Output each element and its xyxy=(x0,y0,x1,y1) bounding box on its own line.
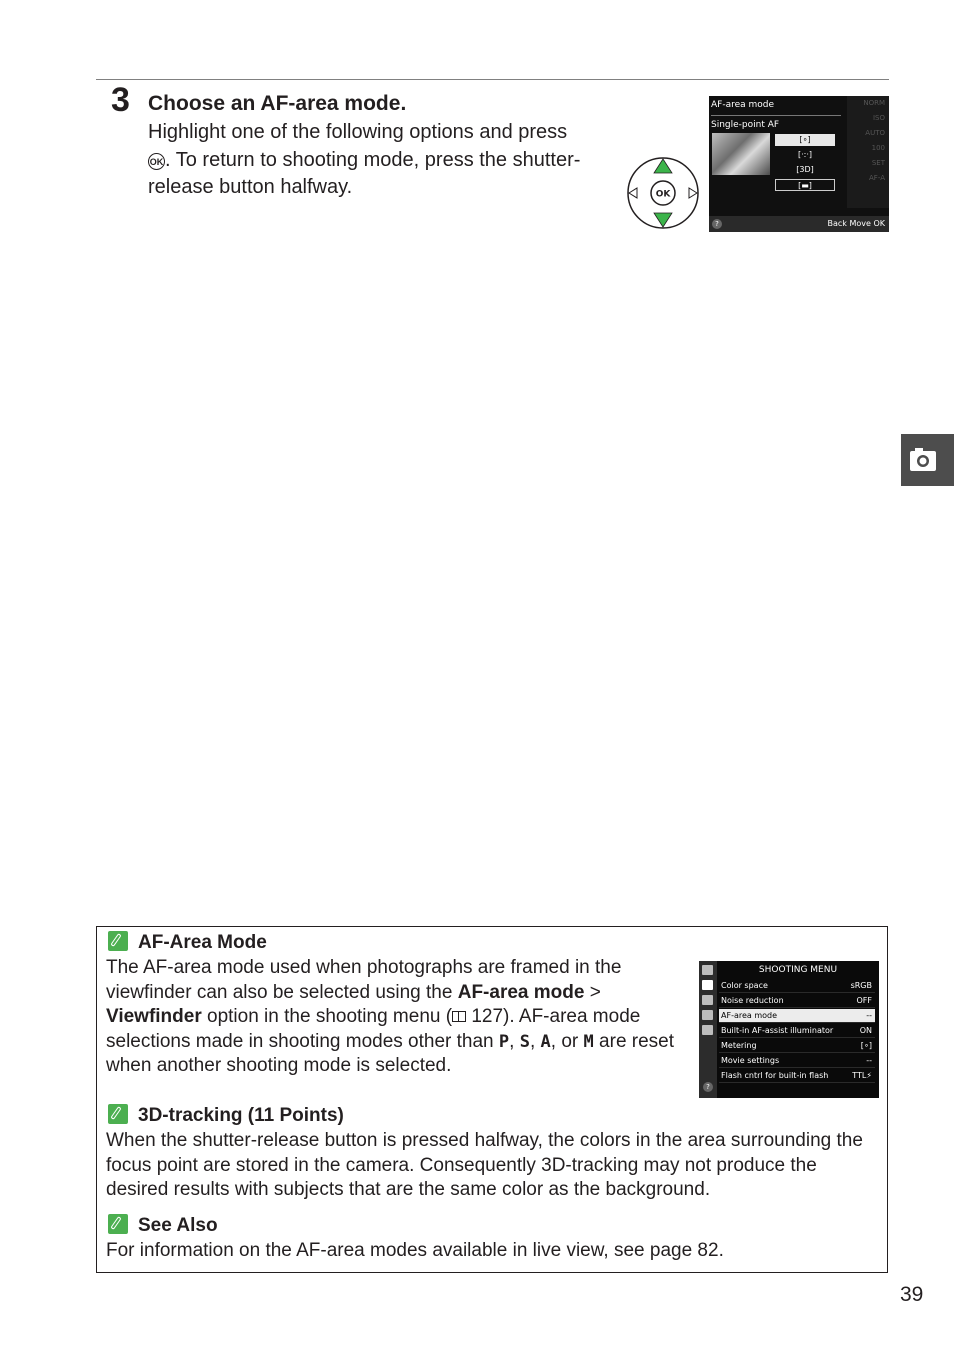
ok-button-icon: OK xyxy=(148,153,165,170)
recent-settings-icon[interactable] xyxy=(702,1025,713,1035)
multi-selector-icon xyxy=(626,156,700,230)
note-text-see-also: For information on the AF-area modes available in live view, see page 82. xyxy=(106,1240,724,1261)
screen-subtitle: Single-point AF xyxy=(711,120,780,130)
note-heading-see-also: See Also xyxy=(138,1215,218,1236)
note-text-segment: , xyxy=(529,1030,541,1052)
screen-footer xyxy=(709,216,889,232)
menu-row[interactable] xyxy=(719,1054,875,1068)
side-item: AUTO xyxy=(865,129,885,137)
step-text-2: . To return to shooting mode, press the shutter-release button halfway. xyxy=(148,148,581,198)
playback-menu-icon[interactable] xyxy=(702,965,713,975)
shooting-menu-icon[interactable] xyxy=(702,980,713,990)
side-item: NORM xyxy=(863,99,885,107)
screen-header: AF-area mode xyxy=(711,100,775,110)
option-dynamic-area[interactable]: [·:·] xyxy=(797,150,813,159)
book-icon xyxy=(452,1011,466,1022)
top-rule xyxy=(96,79,889,80)
multi-selector-ok-label: OK xyxy=(655,189,671,200)
camera-icon xyxy=(901,434,954,486)
note-icon xyxy=(108,1214,128,1234)
setup-menu-icon[interactable] xyxy=(702,995,713,1005)
shooting-section-tab xyxy=(901,434,954,486)
note-heading-af-area: AF-Area Mode xyxy=(138,932,267,953)
note-text-segment: are reset when another shooting mode is selected. xyxy=(106,1030,675,1077)
note-text-3d-tracking: When the shutter-release button is pressed halfway, the colors in the area surrounding the focus point are stored in the camera. Consequently 3D-tracking may not produce the desired results with subjects that are the same color as the background. xyxy=(106,1130,863,1201)
option-auto-area[interactable]: [▬] xyxy=(775,179,835,191)
step-text-1: Highlight one of the following options and press xyxy=(148,121,568,143)
menu-row-selected[interactable] xyxy=(719,1009,875,1023)
step-title: Choose an AF-area mode. xyxy=(148,92,407,115)
mode-letter: M xyxy=(583,1031,594,1052)
menu-row-label: Movie settings xyxy=(721,1056,780,1065)
note-text-segment: option in the shooting menu ( xyxy=(201,1006,453,1028)
menu-row-value: TTL⚡ xyxy=(852,1071,872,1080)
menu-row-label: Built-in AF-assist illuminator xyxy=(721,1026,834,1035)
menu-row-label: Flash cntrl for built-in flash xyxy=(721,1071,829,1080)
note-text-segment: The AF-area mode used when photographs are framed in the viewfinder can also be selected using the xyxy=(106,957,622,1003)
page-number: 39 xyxy=(900,1283,924,1306)
menu-item-ref: AF-area mode xyxy=(457,981,585,1003)
menu-row-value: -- xyxy=(866,1011,872,1020)
side-item: ISO xyxy=(872,114,885,122)
footer-labels: Back Move OK xyxy=(827,219,885,228)
menu-row-value: ON xyxy=(859,1026,872,1035)
menu-row-value: OFF xyxy=(856,996,872,1005)
note-text-af-area xyxy=(106,956,681,1079)
option-single-point[interactable]: [∘] xyxy=(775,134,835,146)
note-text-segment: > xyxy=(584,981,601,1003)
mode-letter: P xyxy=(498,1031,510,1052)
side-item: SET xyxy=(871,159,885,167)
menu-row[interactable] xyxy=(719,1024,875,1038)
menu-row-value: sRGB xyxy=(850,981,872,990)
sample-photo xyxy=(712,133,770,175)
mode-letter: S xyxy=(519,1031,530,1052)
af-area-mode-screen xyxy=(709,96,889,232)
screen-header-rule xyxy=(711,115,841,116)
menu-row[interactable] xyxy=(719,979,875,993)
side-item: AF-A xyxy=(869,174,885,182)
help-icon: ? xyxy=(703,1082,713,1092)
menu-row-label: Metering xyxy=(721,1041,757,1050)
menu-row-value: -- xyxy=(866,1056,872,1065)
note-heading-3d-tracking: 3D-tracking (11 Points) xyxy=(138,1105,344,1126)
option-3d-tracking[interactable]: [3D] xyxy=(796,165,814,174)
menu-row[interactable] xyxy=(719,1039,875,1053)
mode-letter: A xyxy=(540,1031,551,1052)
menu-tab-bar xyxy=(699,961,717,1098)
menu-title: SHOOTING MENU xyxy=(758,965,838,975)
menu-row[interactable] xyxy=(719,994,875,1008)
screen-side-panel xyxy=(847,96,889,208)
note-text-segment: , or xyxy=(550,1030,584,1052)
menu-item-ref: Viewfinder xyxy=(106,1006,202,1028)
step-number: 3 xyxy=(111,81,130,119)
menu-row-label: Color space xyxy=(721,981,768,990)
menu-row-label: AF-area mode xyxy=(721,1011,778,1020)
side-item: 100 xyxy=(871,144,885,152)
menu-row-value: [∘] xyxy=(860,1041,872,1050)
step-instructions xyxy=(148,119,618,202)
note-icon xyxy=(108,931,128,951)
menu-row-label: Noise reduction xyxy=(721,996,784,1005)
help-icon: ? xyxy=(712,219,722,229)
note-icon xyxy=(108,1104,128,1124)
note-text-segment: 127). AF-area mode selections made in shooting modes other than xyxy=(106,1006,641,1052)
menu-row[interactable] xyxy=(719,1069,875,1083)
shooting-menu-screen xyxy=(699,961,879,1098)
note-text-segment: , xyxy=(509,1030,520,1052)
retouch-menu-icon[interactable] xyxy=(702,1010,713,1020)
